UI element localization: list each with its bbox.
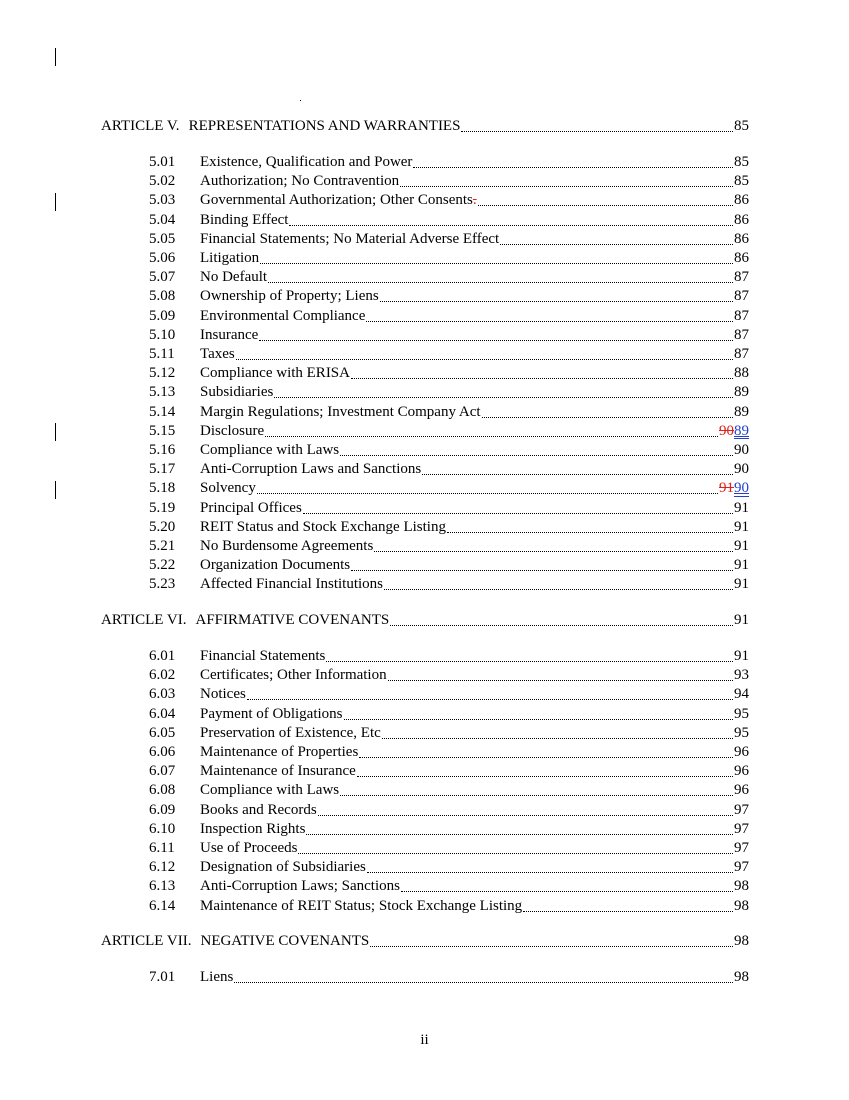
dot-leader [234,982,733,983]
toc-section-5-04[interactable] [149,210,749,229]
toc-section-5-05[interactable] [149,229,749,248]
dot-leader [500,244,733,245]
section-number: 6.01 [149,648,176,664]
section-page: 98 [734,897,749,914]
section-number: 5.18 [149,480,176,497]
section-page: 90 [734,442,749,458]
section-page: 89 [734,384,749,401]
section-title: No Burdensome Agreements [200,538,374,554]
change-bar [55,48,56,66]
toc-section-5-20[interactable] [149,517,749,536]
section-title: Financial Statements [200,648,326,664]
section-title: Authorization; No Contravention [200,173,400,190]
section-number: 6.07 [149,763,176,780]
section-page: 91 [734,518,749,535]
dot-leader [257,493,718,494]
section-title: Notices [200,686,246,703]
section-page: 98 [734,969,749,985]
article-label: ARTICLE VI. [101,612,187,628]
section-page: 91 [734,538,749,554]
section-number: 6.08 [149,782,176,799]
section-number: 6.13 [149,878,176,895]
section-title: REIT Status and Stock Exchange Listing [200,518,446,535]
toc-section-5-13[interactable] [149,382,749,401]
page-number: ii [420,1032,429,1048]
section-page: 95 [734,705,749,722]
section-page: 87 [734,288,749,305]
toc-section-5-18[interactable] [149,478,749,497]
section-number: 5.17 [149,461,176,478]
deleted-text: . [472,192,477,209]
dot-leader [318,815,733,816]
dot-leader [265,436,718,437]
toc-section-6-10[interactable] [149,819,749,838]
section-number: 5.14 [149,403,176,420]
section-title: Designation of Subsidiaries [200,859,366,876]
dot-leader [390,625,733,626]
section-title: Compliance with Laws [200,442,340,458]
section-page: 87 [734,307,749,324]
dot-leader [344,719,734,720]
dot-leader [340,455,733,456]
section-page: 87 [734,326,749,343]
dot-leader [351,378,733,379]
section-title: Books and Records [200,801,317,818]
toc-section-6-14[interactable] [149,896,749,915]
toc-section-6-12[interactable] [149,857,749,876]
toc-section-5-21[interactable] [149,536,749,555]
section-page: 87 [734,269,749,286]
section-page: 91 [734,576,749,593]
section-title: Binding Effect [200,211,289,228]
deleted-page-number: 90 [719,422,734,439]
dot-leader [298,853,733,854]
section-title: Subsidiaries [200,384,274,401]
section-page: 86 [734,230,749,247]
section-title: Liens [200,969,234,985]
article-label: ARTICLE V. [101,118,180,134]
section-title: Disclosure [200,422,265,439]
section-title: Maintenance of Properties [200,744,359,760]
toc-section-6-01[interactable] [149,646,749,665]
section-number: 6.12 [149,859,176,876]
section-number: 6.14 [149,897,176,914]
section-number: 5.22 [149,557,176,574]
dot-leader [268,282,733,283]
section-title: Maintenance of REIT Status; Stock Exchange Listing [200,897,523,914]
dot-leader [259,340,733,341]
change-bar [55,423,56,441]
dot-leader [388,680,733,681]
dot-leader [370,946,733,947]
inserted-page-number: 89 [734,422,749,439]
section-title: Affected Financial Institutions [200,576,384,593]
section-title: Compliance with Laws [200,782,340,799]
dot-leader [351,570,733,571]
toc-section-7-01[interactable] [149,967,749,986]
dot-leader [478,205,733,206]
toc-section-6-03[interactable] [149,684,749,703]
toc-section-5-15[interactable] [149,421,749,440]
section-number: 5.06 [149,250,176,266]
section-page: 86 [734,192,749,209]
dot-leader [359,757,733,758]
dot-leader [303,513,733,514]
toc-section-6-09[interactable] [149,800,749,819]
section-title: Principal Offices [200,499,302,516]
section-title: Taxes [200,346,235,362]
section-number: 6.11 [149,840,175,856]
toc-section-6-11[interactable] [149,838,749,857]
section-page: 86 [734,211,749,228]
dot-leader [306,834,733,835]
section-page: 96 [734,763,749,780]
section-page: 98 [734,878,749,895]
section-number: 5.21 [149,538,176,554]
deleted-page-number: 91 [719,480,734,497]
section-title: Margin Regulations; Investment Company Act [200,403,481,420]
section-page: 93 [734,667,749,684]
section-page: 91 [734,499,749,516]
section-page: 97 [734,859,749,876]
article-page: 85 [734,118,749,134]
dot-leader [382,738,733,739]
article-label: ARTICLE VII. [101,933,192,949]
dot-leader [366,321,733,322]
section-title: No Default [200,269,268,286]
section-title: Maintenance of Insurance [200,763,356,780]
dot-leader [400,186,733,187]
section-number: 5.11 [149,346,175,362]
dot-leader [380,301,733,302]
dot-leader [401,891,733,892]
section-page: 94 [734,686,749,703]
toc-section-5-08[interactable] [149,286,749,305]
dot-leader [260,263,733,264]
toc-section-5-11[interactable] [149,344,749,363]
section-title: Organization Documents [200,557,351,574]
section-number: 5.01 [149,154,176,170]
section-title: Compliance with ERISA [200,365,350,382]
section-number: 5.08 [149,288,176,305]
section-number: 5.15 [149,422,176,439]
toc-section-6-07[interactable] [149,761,749,780]
section-page: 91 [734,557,749,574]
section-title: Litigation [200,250,260,266]
toc-article-7[interactable] [101,931,749,950]
toc-section-6-05[interactable] [149,723,749,742]
dot-leader [340,795,733,796]
section-page: 89 [734,403,749,420]
toc-section-5-01[interactable] [149,152,749,171]
toc-section-5-09[interactable] [149,306,749,325]
section-number: 6.03 [149,686,176,703]
section-title: Existence, Qualification and Power [200,154,413,170]
section-title: Anti-Corruption Laws and Sanctions [200,461,422,478]
dot-leader [247,699,733,700]
dot-leader [326,661,733,662]
section-page: 87 [734,346,749,362]
section-title: Ownership of Property; Liens [200,288,379,305]
section-number: 5.05 [149,230,176,247]
section-page: 85 [734,154,749,170]
toc-section-6-13[interactable] [149,876,749,895]
dot-leader [374,551,733,552]
toc-section-5-06[interactable] [149,248,749,267]
toc-section-6-04[interactable] [149,704,749,723]
dot-leader [357,776,733,777]
section-number: 5.02 [149,173,176,190]
section-number: 5.16 [149,442,176,458]
dot-leader [289,225,733,226]
section-title: Environmental Compliance [200,307,366,324]
stray-mark [300,100,301,101]
section-page: 91 [734,648,749,664]
toc-section-5-17[interactable] [149,459,749,478]
section-page: 97 [734,840,749,856]
toc-section-5-23[interactable] [149,574,749,593]
toc-section-5-03[interactable] [149,190,749,209]
dot-leader [367,872,733,873]
section-number: 5.13 [149,384,176,401]
section-page: 86 [734,250,749,266]
dot-leader [422,474,733,475]
inserted-page-number: 90 [734,480,749,497]
toc-section-5-22[interactable] [149,555,749,574]
toc-section-5-10[interactable] [149,325,749,344]
section-page: 97 [734,801,749,818]
section-title: Solvency [200,480,256,497]
toc-section-5-02[interactable] [149,171,749,190]
section-page: 96 [734,744,749,760]
section-number: 6.02 [149,667,176,684]
section-title: Preservation of Existence, Etc [200,724,381,741]
section-title: Inspection Rights [200,820,306,837]
dot-leader [523,911,733,912]
toc-section-5-19[interactable] [149,498,749,517]
section-page: 85 [734,173,749,190]
section-page: 90 [734,461,749,478]
toc-section-6-06[interactable] [149,742,749,761]
toc-section-5-14[interactable] [149,402,749,421]
section-title: Insurance [200,326,259,343]
section-page: 88 [734,365,749,382]
change-bar [55,193,56,211]
dot-leader [236,359,733,360]
article-page: 91 [734,612,749,628]
article-title: REPRESENTATIONS AND WARRANTIES [188,118,461,134]
section-title: Payment of Obligations [200,705,343,722]
section-number: 5.20 [149,518,176,535]
section-number: 5.10 [149,326,176,343]
dot-leader [384,589,733,590]
section-number: 6.10 [149,820,176,837]
toc-section-6-08[interactable] [149,780,749,799]
toc-article-5[interactable] [101,116,749,135]
toc-article-6[interactable] [101,610,749,629]
section-number: 7.01 [149,969,176,985]
section-number: 6.05 [149,724,176,741]
toc-section-5-12[interactable] [149,363,749,382]
dot-leader [461,131,733,132]
section-number: 5.07 [149,269,176,286]
section-page: 95 [734,724,749,741]
section-page: 96 [734,782,749,799]
article-title: NEGATIVE COVENANTS [200,933,370,949]
section-page: 97 [734,820,749,837]
dot-leader [274,397,733,398]
dot-leader [413,167,733,168]
section-number: 5.19 [149,499,176,516]
toc-section-5-07[interactable] [149,267,749,286]
section-number: 6.04 [149,705,176,722]
section-title: Governmental Authorization; Other Consents [200,192,473,209]
section-number: 5.04 [149,211,176,228]
section-number: 5.09 [149,307,176,324]
section-title: Financial Statements; No Material Adverse Effect [200,230,500,247]
section-number: 6.06 [149,744,176,760]
article-title: AFFIRMATIVE COVENANTS [195,612,390,628]
article-page: 98 [734,933,749,949]
section-title: Anti-Corruption Laws; Sanctions [200,878,400,895]
section-number: 5.03 [149,192,176,209]
section-number: 6.09 [149,801,176,818]
section-title: Use of Proceeds [200,840,298,856]
section-title: Certificates; Other Information [200,667,387,684]
section-number: 5.23 [149,576,176,593]
dot-leader [482,417,733,418]
dot-leader [447,532,733,533]
toc-section-6-02[interactable] [149,665,749,684]
section-number: 5.12 [149,365,176,382]
change-bar [55,481,56,499]
toc-section-5-16[interactable] [149,440,749,459]
